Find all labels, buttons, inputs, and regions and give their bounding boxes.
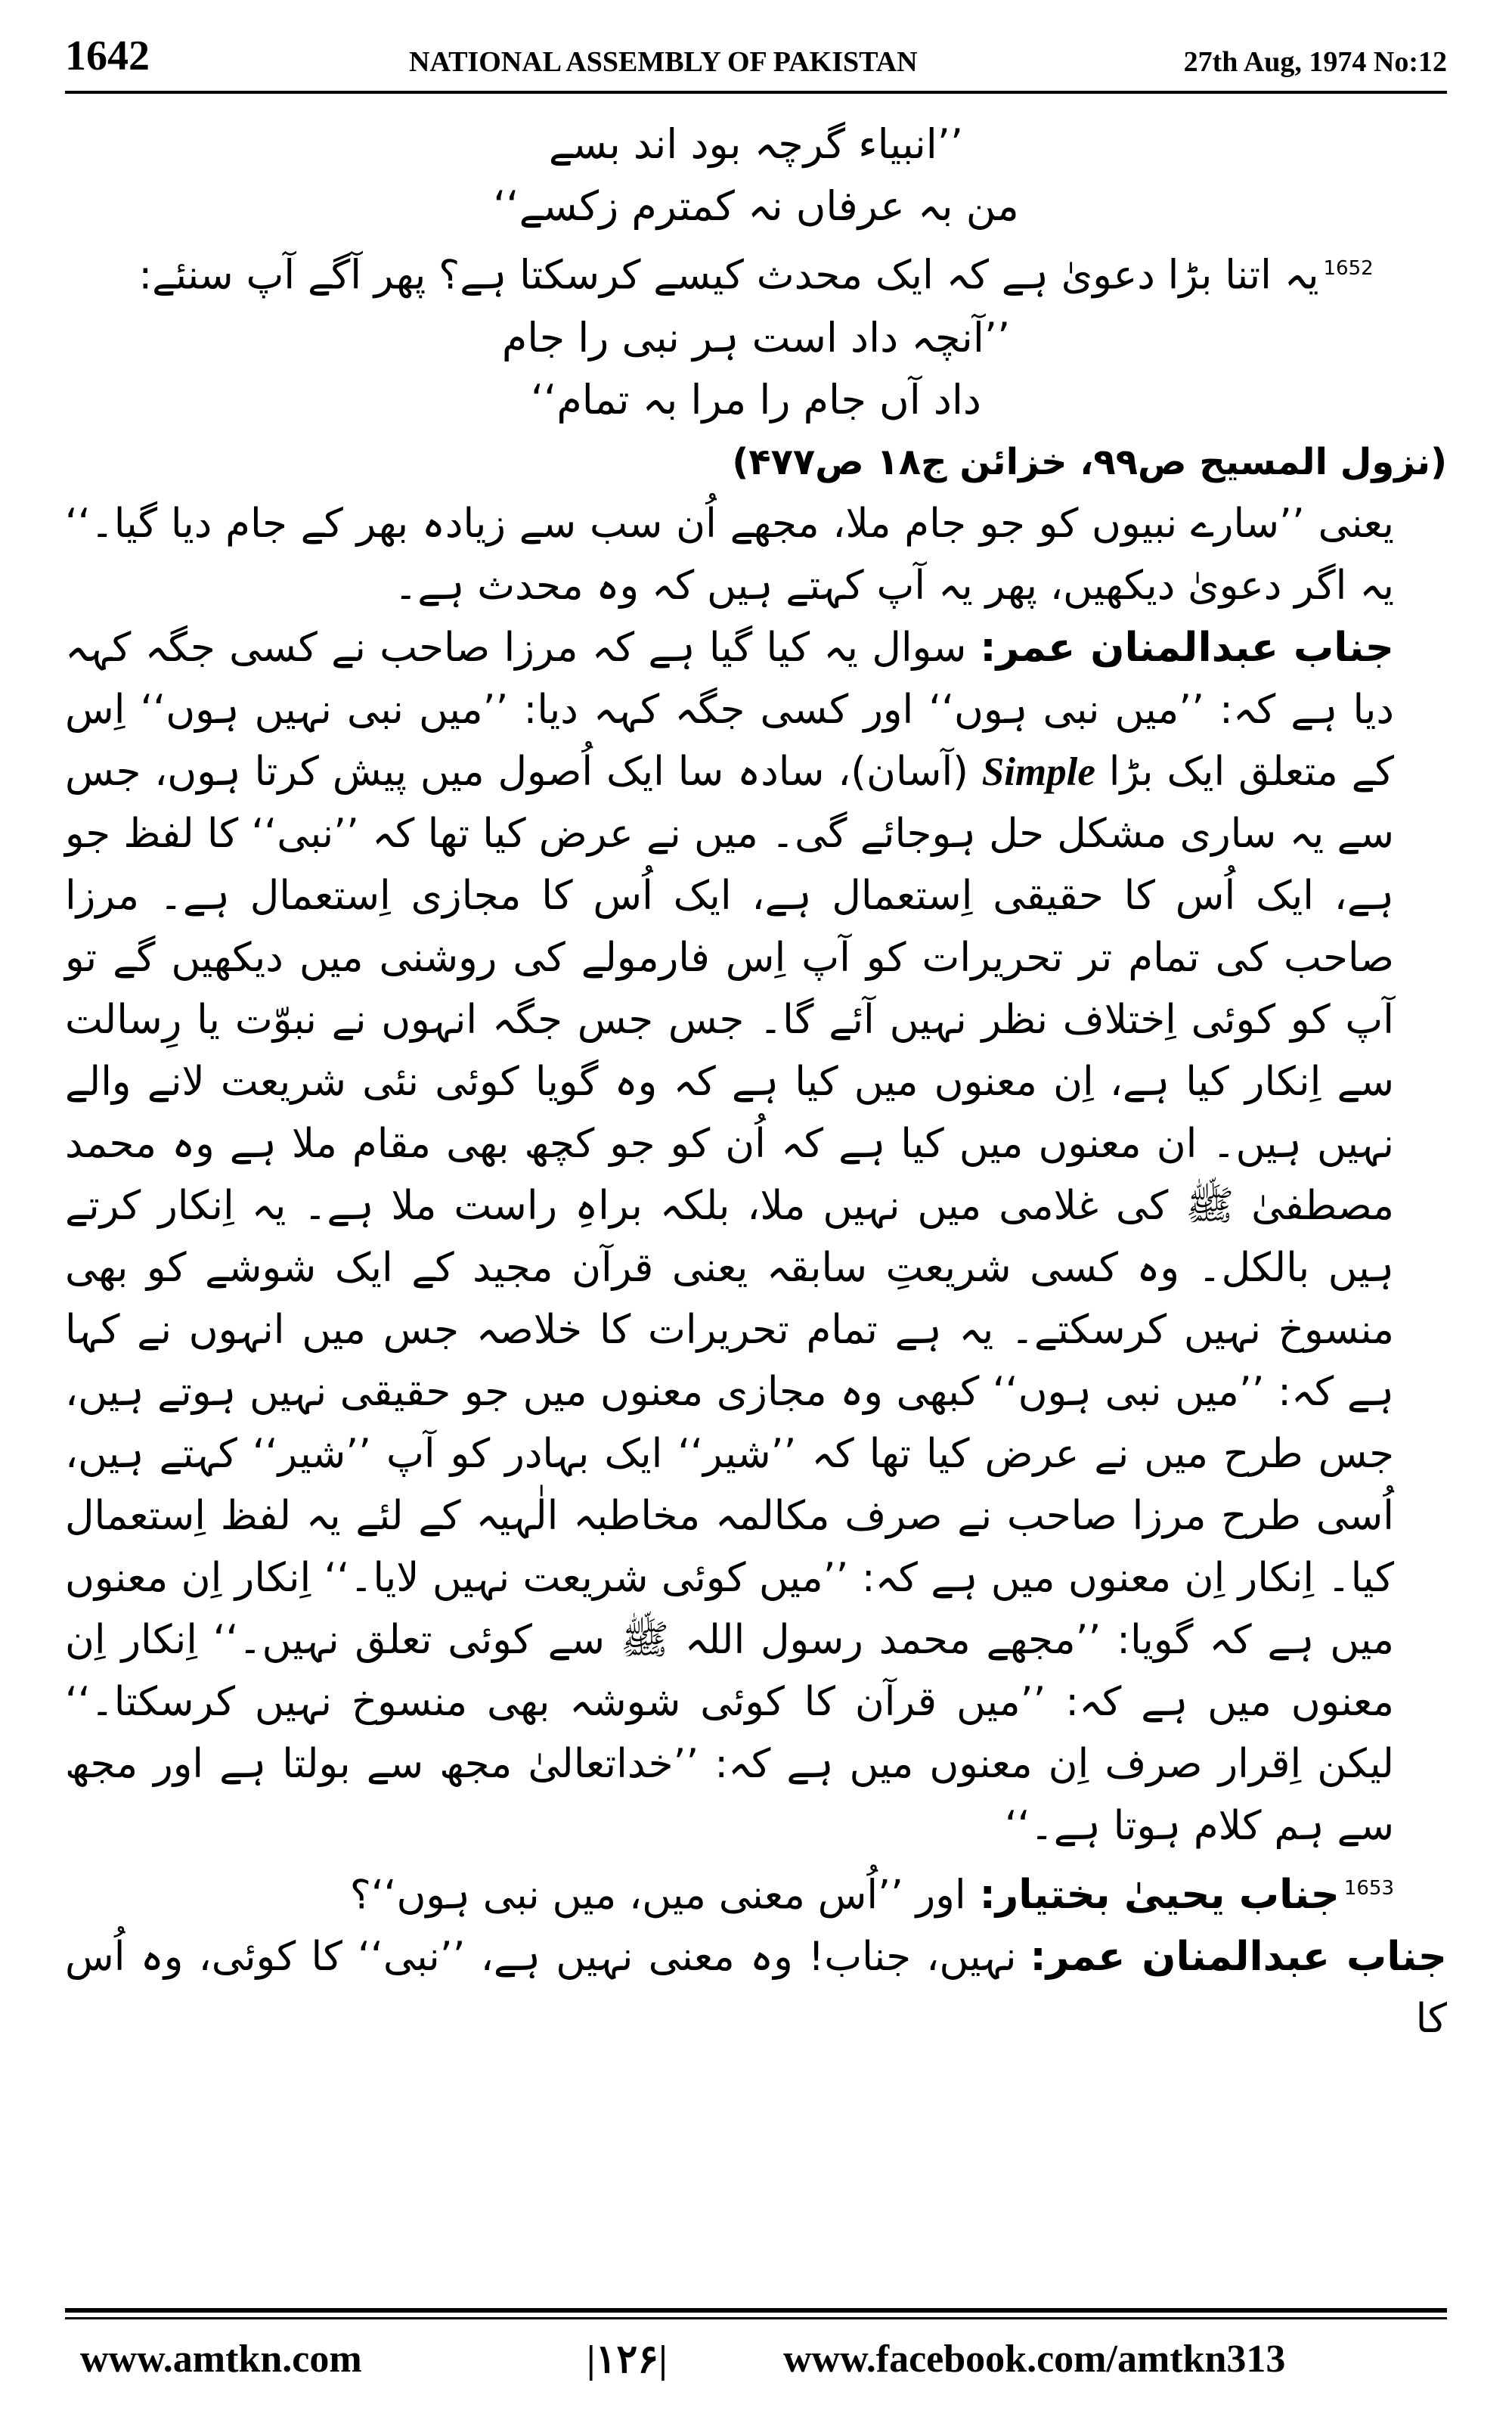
- paragraph-text: یہ اتنا بڑا دعویٰ ہے کہ ایک محدث کیسے کرسکتا ہے؟ پھر آگے آپ سنئے:: [138, 252, 1319, 299]
- footer-website-link[interactable]: www.amtkn.com: [80, 2338, 362, 2381]
- paragraph-number: 1653: [1343, 1876, 1394, 1900]
- paragraph-text: (آسان)، سادہ سا ایک اُصول میں پیش کرتا ہوں، جس سے یہ ساری مشکل حل ہوجائے گی۔ میں نے عرض کیا تھا کہ ’’نبی‘‘ کا لفظ جو ہے، ایک اُس کا حقیقی اِستعمال ہے، ایک اُس کا مجازی اِستعمال ہے۔ مرزا صاحب کی تمام تر تحریرات کو آپ اِس فارمولے کی روشنی میں دیکھیں گے تو آپ کو کوئی اِختلاف نظر نہیں آئے گا۔ جس جس جگہ انہوں نے نبوّت یا رِسالت سے اِنکار کیا ہے، اِن معنوں میں کیا ہے کہ وہ گویا کوئی نئی شریعت لانے والے نہیں ہیں۔ ان معنوں میں کیا ہے کہ اُن کو جو کچھ بھی مقام ملا ہے وہ محمد مصطفیٰ ﷺ کی غلامی میں نہیں ملا، بلکہ براہِ راست ملا ہے۔ یہ اِنکار کرتے ہیں بالکل۔ وہ کسی شریعتِ سابقہ یعنی قرآن مجید کے ایک شوشے کو بھی منسوخ نہیں کرسکتے۔ یہ ہے تمام تحریرات کا خلاصہ جس میں انہوں نے کہا ہے کہ: ’’میں نبی ہوں‘‘ کبھی وہ مجازی معنوں میں جو حقیقی نہیں ہوتے ہیں، جس طرح میں نے عرض کیا تھا کہ ’’شیر‘‘ ایک بہادر کو آپ ’’شیر‘‘ کہتے ہیں، اُسی طرح مرزا صاحب نے صرف مکالمہ مخاطبہ الٰہیہ کے لئے یہ لفظ اِستعمال کیا۔ اِنکار اِن معنوں میں ہے کہ: ’’میں کوئی شریعت نہیں لایا۔‘‘ اِنکار اِن معنوں میں ہے کہ گویا: ’’مجھے محمد رسول اللہ ﷺ سے کوئی تعلق نہیں۔‘‘ اِنکار اِن معنوں میں ہے کہ: ’’میں قرآن کا کوئی شوشہ بھی منسوخ نہیں کرسکتا۔‘‘ لیکن اِقرار صرف اِن معنوں میں ہے کہ: ’’خداتعالیٰ مجھ سے بولتا ہے اور مجھ سے ہم کلام ہوتا ہے۔‘‘: [65, 748, 1394, 1849]
- citation: (نزول المسیح ص۹۹، خزائن ج۱۸ ص۴۷۷): [732, 440, 1447, 483]
- header-date: 27th Aug, 1974 No:12: [1183, 46, 1447, 78]
- paragraph-text: نہیں، جناب! وہ معنی نہیں ہے، ’’نبی‘‘ کا کوئی، وہ اُس کا: [65, 1934, 1447, 2043]
- paragraph-2: یعنی ’’سارے نبیوں کو جو جام ملا، مجھے اُن سب سے زیادہ بھر کے جام دیا گیا۔‘‘ یہ اگر دعویٰ دیکھیں، پھر یہ آپ کہتے ہیں کہ وہ محدث ہے۔: [65, 500, 1394, 609]
- verse-line: من بہ عرفاں نہ کمترم زکسے‘‘: [493, 182, 1019, 230]
- paragraph-number: 1652: [1323, 257, 1374, 280]
- footer-facebook-link[interactable]: www.facebook.com/amtkn313: [783, 2338, 1286, 2381]
- page-footer: [65, 2337, 1447, 2397]
- page-number: 1642: [65, 33, 150, 79]
- speaker-name: جناب عبدالمنان عمر:: [980, 624, 1395, 671]
- english-term: Simple: [981, 749, 1095, 794]
- speaker-name: جناب یحییٰ بختیار:: [979, 1872, 1340, 1919]
- header-title: NATIONAL ASSEMBLY OF PAKISTAN: [409, 46, 918, 78]
- paragraph-1: [65, 237, 1447, 307]
- page-header: [65, 32, 1447, 92]
- page-body: [65, 113, 1447, 2246]
- paragraph-text: سوال یہ کیا گیا ہے کہ مرزا صاحب نے کسی جگہ کہہ دیا ہے کہ: ’’میں نبی ہوں‘‘ اور کسی جگہ کہہ دیا: ’’میں نبی نہیں ہوں‘‘ اِس کے متعلق ایک بڑا: [65, 624, 1394, 795]
- paragraph-4: [65, 1857, 1447, 1927]
- footer-page-index: |۱۲۶|: [587, 2338, 668, 2381]
- paragraph-text: اور ’’اُس معنی میں، میں نبی ہوں‘‘؟: [349, 1872, 966, 1919]
- header-rule: [65, 91, 1447, 94]
- verse-block-1: [65, 113, 1447, 237]
- speaker-name: جناب عبدالمنان عمر:: [1030, 1934, 1447, 1981]
- paragraph-3: [65, 617, 1447, 1857]
- verse-line: ’’آنچہ داد است ہر نبی را جام: [501, 313, 1011, 361]
- verse-line: ’’انبیاء گرچہ بود اند بسے: [548, 120, 964, 168]
- footer-rule: [65, 2308, 1447, 2313]
- footer-rule-thin: [65, 2317, 1447, 2319]
- verse-line: داد آں جام را مرا بہ تمام‘‘: [531, 375, 981, 424]
- verse-block-2: [65, 307, 1447, 431]
- paragraph-5: [65, 1926, 1447, 2050]
